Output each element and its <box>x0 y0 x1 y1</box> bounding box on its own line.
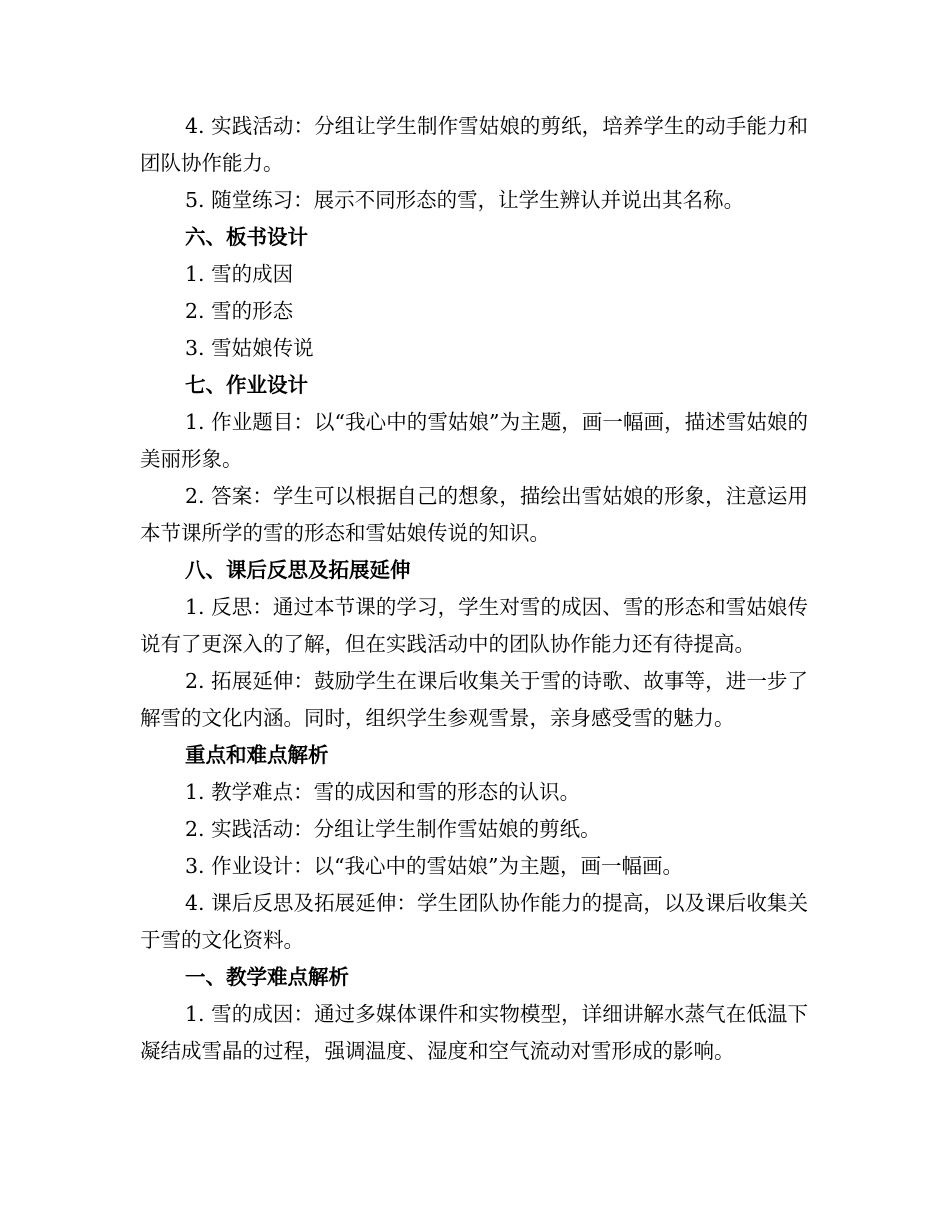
paragraph-practice-activity: 4. 实践活动：分组让学生制作雪姑娘的剪纸，培养学生的动手能力和团队协作能力。 <box>140 114 808 175</box>
list-item-reflection-extension: 4. 课后反思及拓展延伸：学生团队协作能力的提高，以及课后收集关于雪的文化资料。 <box>140 891 808 952</box>
document-page <box>140 108 808 1070</box>
list-item-snow-cause: 1. 雪的成因 <box>185 262 294 286</box>
paragraph-homework-topic: 1. 作业题目：以“我心中的雪姑娘”为主题，画一幅画，描述雪姑娘的美丽形象。 <box>140 410 808 471</box>
paragraph-snow-cause-analysis: 1. 雪的成因：通过多媒体课件和实物模型，详细讲解水蒸气在低温下凝结成雪晶的过程，强调温度、湿度和空气流动对雪形成的影响。 <box>140 1002 808 1063</box>
paragraph-reflection: 1. 反思：通过本节课的学习，学生对雪的成因、雪的形态和雪姑娘传说有了更深入的了解，但在实践活动中的团队协作能力还有待提高。 <box>140 595 808 656</box>
paragraph-extension: 2. 拓展延伸：鼓励学生在课后收集关于雪的诗歌、故事等，进一步了解雪的文化内涵。同时，组织学生参观雪景，亲身感受雪的魅力。 <box>140 669 808 730</box>
list-item-snow-form: 2. 雪的形态 <box>185 299 294 323</box>
heading-teaching-difficulty-analysis: 一、教学难点解析 <box>185 965 349 989</box>
heading-key-difficult-points: 重点和难点解析 <box>185 743 329 767</box>
paragraph-homework-answer: 2. 答案：学生可以根据自己的想象，描绘出雪姑娘的形象，注意运用本节课所学的雪的形态和雪姑娘传说的知识。 <box>140 484 808 545</box>
paragraph-in-class-exercise: 5. 随堂练习：展示不同形态的雪，让学生辨认并说出其名称。 <box>185 188 745 212</box>
heading-homework-design: 七、作业设计 <box>185 373 308 397</box>
list-item-homework-design: 3. 作业设计：以“我心中的雪姑娘”为主题，画一幅画。 <box>185 854 684 878</box>
heading-blackboard-design: 六、板书设计 <box>185 225 308 249</box>
list-item-snow-maiden-legend: 3. 雪姑娘传说 <box>185 336 314 360</box>
list-item-practice-activity: 2. 实践活动：分组让学生制作雪姑娘的剪纸。 <box>185 817 601 841</box>
heading-reflection-extension: 八、课后反思及拓展延伸 <box>185 558 411 582</box>
list-item-teaching-difficulty: 1. 教学难点：雪的成因和雪的形态的认识。 <box>185 780 581 804</box>
